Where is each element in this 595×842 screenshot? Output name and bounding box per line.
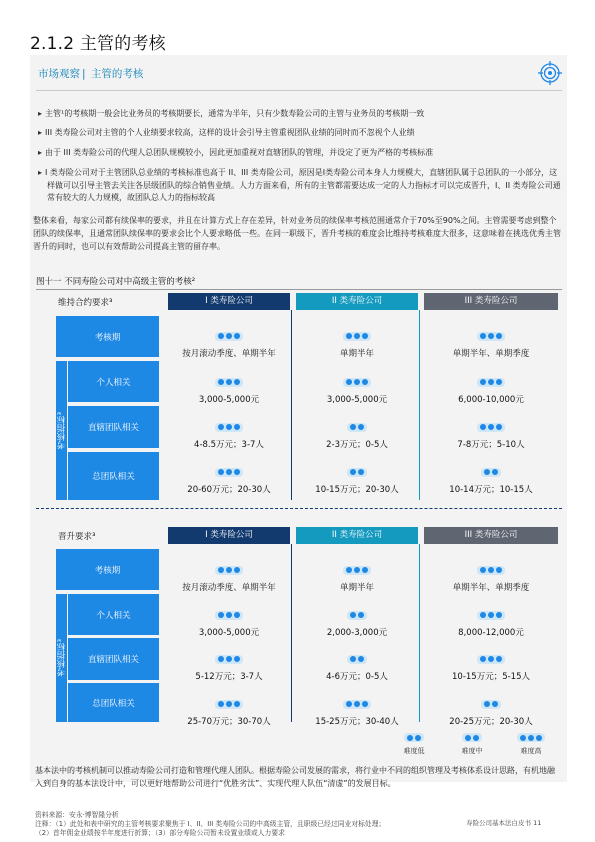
cell-value: 单期半年 [339,583,374,593]
col-header-1: I 类寿险公司 [168,293,290,310]
col-divider [419,310,420,500]
difficulty-dots-icon [343,566,371,575]
difficulty-dots-icon [347,468,367,477]
row-label-direct-team: 直辖团队相关 [68,406,159,448]
cell-value: 3,000-5,000元 [198,395,260,405]
difficulty-dots-icon [215,332,243,341]
difficulty-dots-icon [215,468,243,477]
difficulty-dots-icon [404,733,424,742]
table-cell [296,692,418,727]
table-cell [168,415,290,450]
col-divider [291,544,292,722]
table-cell [168,692,290,727]
difficulty-dots-icon [477,378,505,387]
row-label-direct-team: 直辖团队相关 [68,638,159,680]
row-label-total-team: 总团队相关 [68,452,159,500]
table-cell [430,647,552,682]
section-divider [36,508,562,509]
summary-paragraph: 整体来看，每家公司都有续保率的要求，并且在计算方式上存在差异，针对业务员的续保率考核范围通常介于70%至90%之间。主管需要考虑到整个团队的续保率，且通常团队续保率的要求会比个人要求略低一些。在同一职级下，晋升考核的难度会比维持考核难度大很多，这意味着在挑选优秀主管晋升的同时，也可以有效帮助公司提高主管的留存率。 [33,216,561,251]
difficulty-dots-icon [462,733,482,742]
col-header-2: II 类寿险公司 [296,527,418,544]
figure-rule [36,289,562,290]
vertical-label: 考核指标³ [56,411,67,450]
row-label-period: 考核期 [56,316,159,357]
cell-value: 单期半年 [339,349,374,359]
table-cell [168,647,290,682]
cell-value: 单期半年、单期季度 [452,349,530,359]
table-cell [296,603,418,638]
table-cell [296,324,418,359]
cell-value: 按月滚动季度、单期半年 [182,349,276,359]
footnote-1: 注释：（1）此处和表中研究的主管考核要求聚焦于 I、II、III 类寿险公司的中高级主管，且职级已经过同业对标处理； [35,820,386,828]
bullet-3: ▸ 由于 III 类寿险公司的代理人总团队规模较小，因此更加重视对直辖团队的管理，并设定了更为严格的考核标准 [38,148,434,157]
difficulty-dots-icon [215,378,243,387]
box-label: 市场观察 [38,68,80,80]
difficulty-dots-icon [343,700,371,709]
cell-value: 2-3万元；0-5人 [326,440,388,450]
cell-value: 单期半年、单期季度 [452,583,530,593]
cell-value: 2,000-3,000元 [326,628,388,638]
cell-value: 4-8.5万元；3-7人 [194,440,264,450]
legend-label: 难度高 [520,746,542,755]
difficulty-dots-icon [215,611,243,620]
col-header-2: II 类寿险公司 [296,293,418,310]
footnote-2: （2）首年佣金业绩按半年度进行折算；（3）部分寿险公司暂未设置业绩或人力要求 [35,829,285,837]
source-note: 资料来源：安永·博智隆分析 [35,811,119,819]
col-header-3: III 类寿险公司 [424,293,558,310]
difficulty-dots-icon [215,566,243,575]
row-label-personal: 个人相关 [68,361,159,402]
table-cell [168,460,290,495]
maintain-heading: 维持合约要求³ [58,298,113,308]
cell-value: 10-14万元；10-15人 [449,485,533,495]
table-cell [430,603,552,638]
difficulty-dots-icon [215,700,243,709]
difficulty-dots-icon [481,700,501,709]
cell-value: 25-70万元；30-70人 [187,717,271,727]
table-cell [430,324,552,359]
cell-value: 5-12万元；3-7人 [195,672,263,682]
difficulty-dots-icon [477,655,505,664]
cell-value: 15-25万元；30-40人 [315,717,399,727]
difficulty-dots-icon [517,733,545,742]
table-cell [430,370,552,405]
col-divider [291,310,292,500]
target-icon [537,60,563,86]
bullet-2: ▸ III 类寿险公司对主管的个人业绩要求较高，这样的设计会引导主管重视团队业绩的同时而不忽视个人业绩 [38,128,415,137]
table-cell [296,647,418,682]
page-footer: 寿险公司基本法白皮书 11 [466,819,542,827]
difficulty-dots-icon [477,566,505,575]
cell-value: 7-8万元；5-10人 [457,440,525,450]
difficulty-dots-icon [477,332,505,341]
col-divider [419,544,420,722]
difficulty-dots-icon [347,611,367,620]
table-cell [168,324,290,359]
bullet-4: ▸ I 类寿险公司对于主管团队总业绩的考核标准也高于 II、III 类寿险公司，原因是I类寿险公司本身人力规模大，直辖团队属于总团队的一小部分，这样做可以引导主管去关注各层级团队的综合销售业绩。人力方面来看，所有的主管都需要达成一定的人力指标才可以完成晋升，I、II 类寿险公司通常有较大的人力规模，故团队总人力的指标较高 [38,168,561,202]
legend-item [394,733,434,756]
difficulty-dots-icon [343,378,371,387]
cell-value: 10-15万元；5-15人 [452,672,530,682]
difficulty-dots-icon [347,655,367,664]
cell-value: 3,000-5,000元 [198,628,260,638]
row-label-total-team: 总团队相关 [68,683,159,722]
legend-label: 难度低 [403,746,425,755]
cell-value: 按月滚动季度、单期半年 [182,583,276,593]
table-cell [296,558,418,593]
promote-heading: 晋升要求³ [58,532,96,542]
table-cell [168,558,290,593]
section-title: 2.1.2 主管的考核 [30,34,166,54]
box-header: 市场观察 | 主管的考核 [38,68,144,80]
table-cell [168,603,290,638]
table-cell [430,558,552,593]
difficulty-dots-icon [343,332,371,341]
cell-value: 6,000-10,000元 [458,395,524,405]
table-cell [430,415,552,450]
row-label-period: 考核期 [56,549,159,590]
figure-title: 图十一 不同寿险公司对中高级主管的考核² [36,277,196,287]
legend-item [452,733,492,756]
difficulty-dots-icon [477,611,505,620]
table-cell [296,415,418,450]
difficulty-dots-icon [481,468,501,477]
cell-value: 3,000-5,000元 [326,395,388,405]
col-header-1: I 类寿险公司 [168,527,290,544]
cell-value: 20-25万元；20-30人 [449,717,533,727]
cell-value: 4-6万元；0-5人 [326,672,388,682]
table-cell [430,692,552,727]
legend-item [511,733,551,756]
cell-value: 20-60万元；20-30人 [187,485,271,495]
box-title: 主管的考核 [90,68,144,80]
vertical-label: 考核指标³ [56,639,67,677]
table-cell [296,370,418,405]
table-cell [296,460,418,495]
table-cell [168,370,290,405]
difficulty-dots-icon [347,423,367,432]
difficulty-dots-icon [477,423,505,432]
col-header-3: III 类寿险公司 [424,527,558,544]
cell-value: 10-15万元；20-30人 [315,485,399,495]
row-label-personal: 个人相关 [68,594,159,635]
table-cell [430,460,552,495]
bullet-1: ▸ 主管¹的考核期一般会比业务员的考核期要长，通常为半年，只有少数寿险公司的主管与业务员的考核期一致 [38,109,425,118]
difficulty-dots-icon [215,655,243,664]
legend-label: 难度中 [461,746,483,755]
cell-value: 8,000-12,000元 [458,628,524,638]
difficulty-dots-icon [215,423,243,432]
closing-paragraph: 基本法中的考核机制可以推动寿险公司打造和管理代理人团队。根据寿险公司发展的需求，将行业中不同的组织管理及考核体系设计思路，有机地融入到自身的基本法设计中，可以更好地帮助公司进行“优胜劣汰”、实现代理人队伍“清虚”的发展目标。 [35,766,555,788]
divider [36,90,562,91]
